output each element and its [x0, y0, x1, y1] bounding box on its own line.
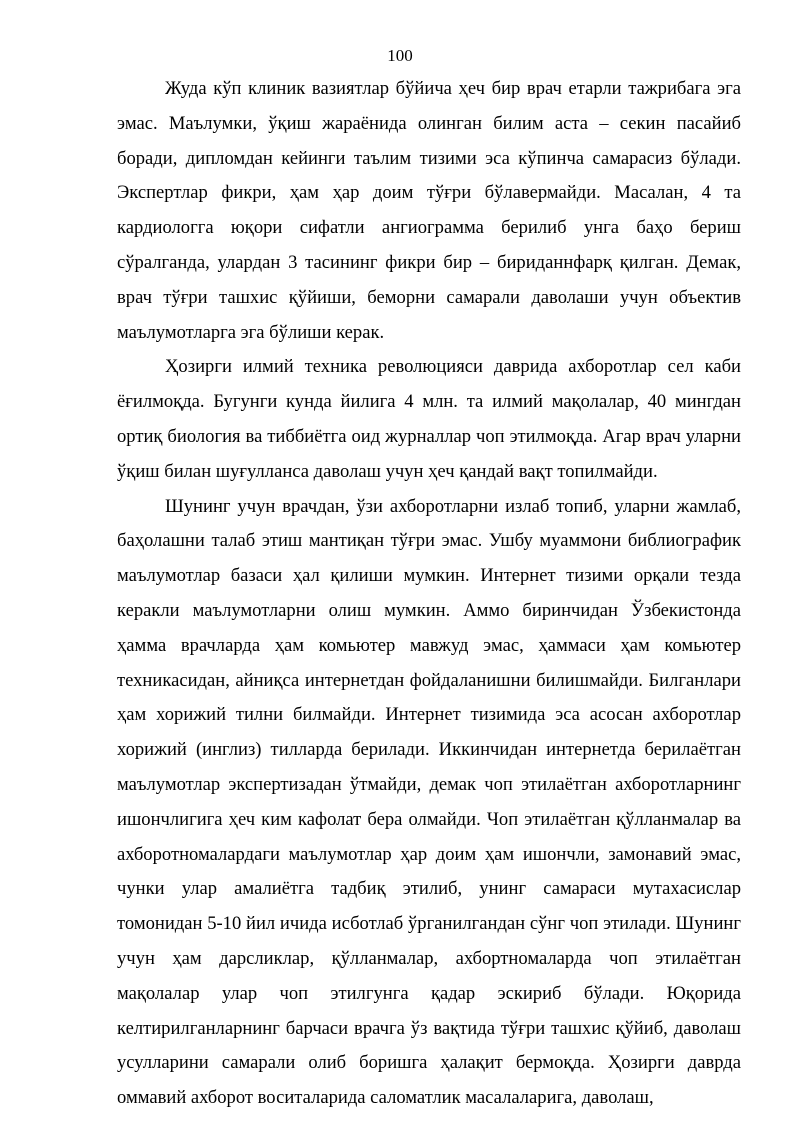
paragraph-3: Шунинг учун врачдан, ўзи ахборотларни излаб топиб, уларни жамлаб, баҳолашни талаб этиш мантиқан тўғри эмас. Ушбу муаммони библиографик маълумотлар базаси ҳал қилиши мумкин. Интернет тизими орқали тезда керакли маълумотларни олиш мумкин. Аммо биринчидан Ўзбекистонда ҳамма врачларда ҳам комьютер мавжуд эмас, ҳаммаси ҳам комьютер техникасидан, айниқса интернетдан фойдаланишни билишмайди. Билганлари ҳам хорижий тилни билмайди. Интернет тизимида эса асосан ахборотлар хорижий (инглиз) тилларда берилади. Иккинчидан интернетда берилаётган маълумотлар экспертизадан ўтмайди, демак чоп этилаётган ахборотларнинг ишончлигига ҳеч ким кафолат бера олмайди. Чоп этилаётган қўлланмалар ва ахборотномалардаги маълумотлар ҳар доим ҳам ишончли, замонавий эмас, чунки улар амалиётга тадбиқ этилиб, унинг самараси мутахасислар томонидан 5-10 йил ичида исботлаб ўрганилгандан сўнг чоп этилади. Шунинг учун ҳам дарсликлар, қўлланмалар, ахбортномаларда чоп этилаётган мақолалар улар чоп этилгунга қадар эскириб бўлади. Юқорида келтирилганларнинг барчаси врачга ўз вақтида тўғри ташхис қўйиб, даволаш усулларини самарали олиб боришга ҳалақит бермоқда. Ҳозирги даврда оммавий ахборот воситаларида саломатлик масалаларига, даволаш,: [117, 495, 741, 1109]
page-number: 100: [387, 46, 413, 65]
document-body: [117, 72, 741, 1116]
paragraph-2: Ҳозирги илмий техника революцияси даврида ахборотлар сел каби ёғилмоқда. Бугунги кунда йилига 4 млн. та илмий мақолалар, 40 мингдан ортиқ биология ва тиббиётга оид журналлар чоп этилмоқда. Агар врач уларни ўқиш билан шуғулланса даволаш учун ҳеч қандай вақт топилмайди.: [117, 356, 741, 482]
paragraph-1: Жуда кўп клиник вазиятлар бўйича ҳеч бир врач етарли тажрибага эга эмас. Маълумки, ўқиш жараёнида олинган билим аста – секин пасайиб боради, дипломдан кейинги таълим тизими эса кўпинча самарасиз бўлади. Экспертлар фикри, ҳам ҳар доим тўғри бўлавермайди. Масалан, 4 та кардиологга юқори сифатли ангиограмма берилиб унга баҳо бериш сўралганда, улардан 3 тасининг фикри бир – бириданнфарқ қилган. Демак, врач тўғри ташхис қўйиши, беморни самарали даволаши учун объектив маълумотларга эга бўлиши керак.: [117, 78, 741, 343]
